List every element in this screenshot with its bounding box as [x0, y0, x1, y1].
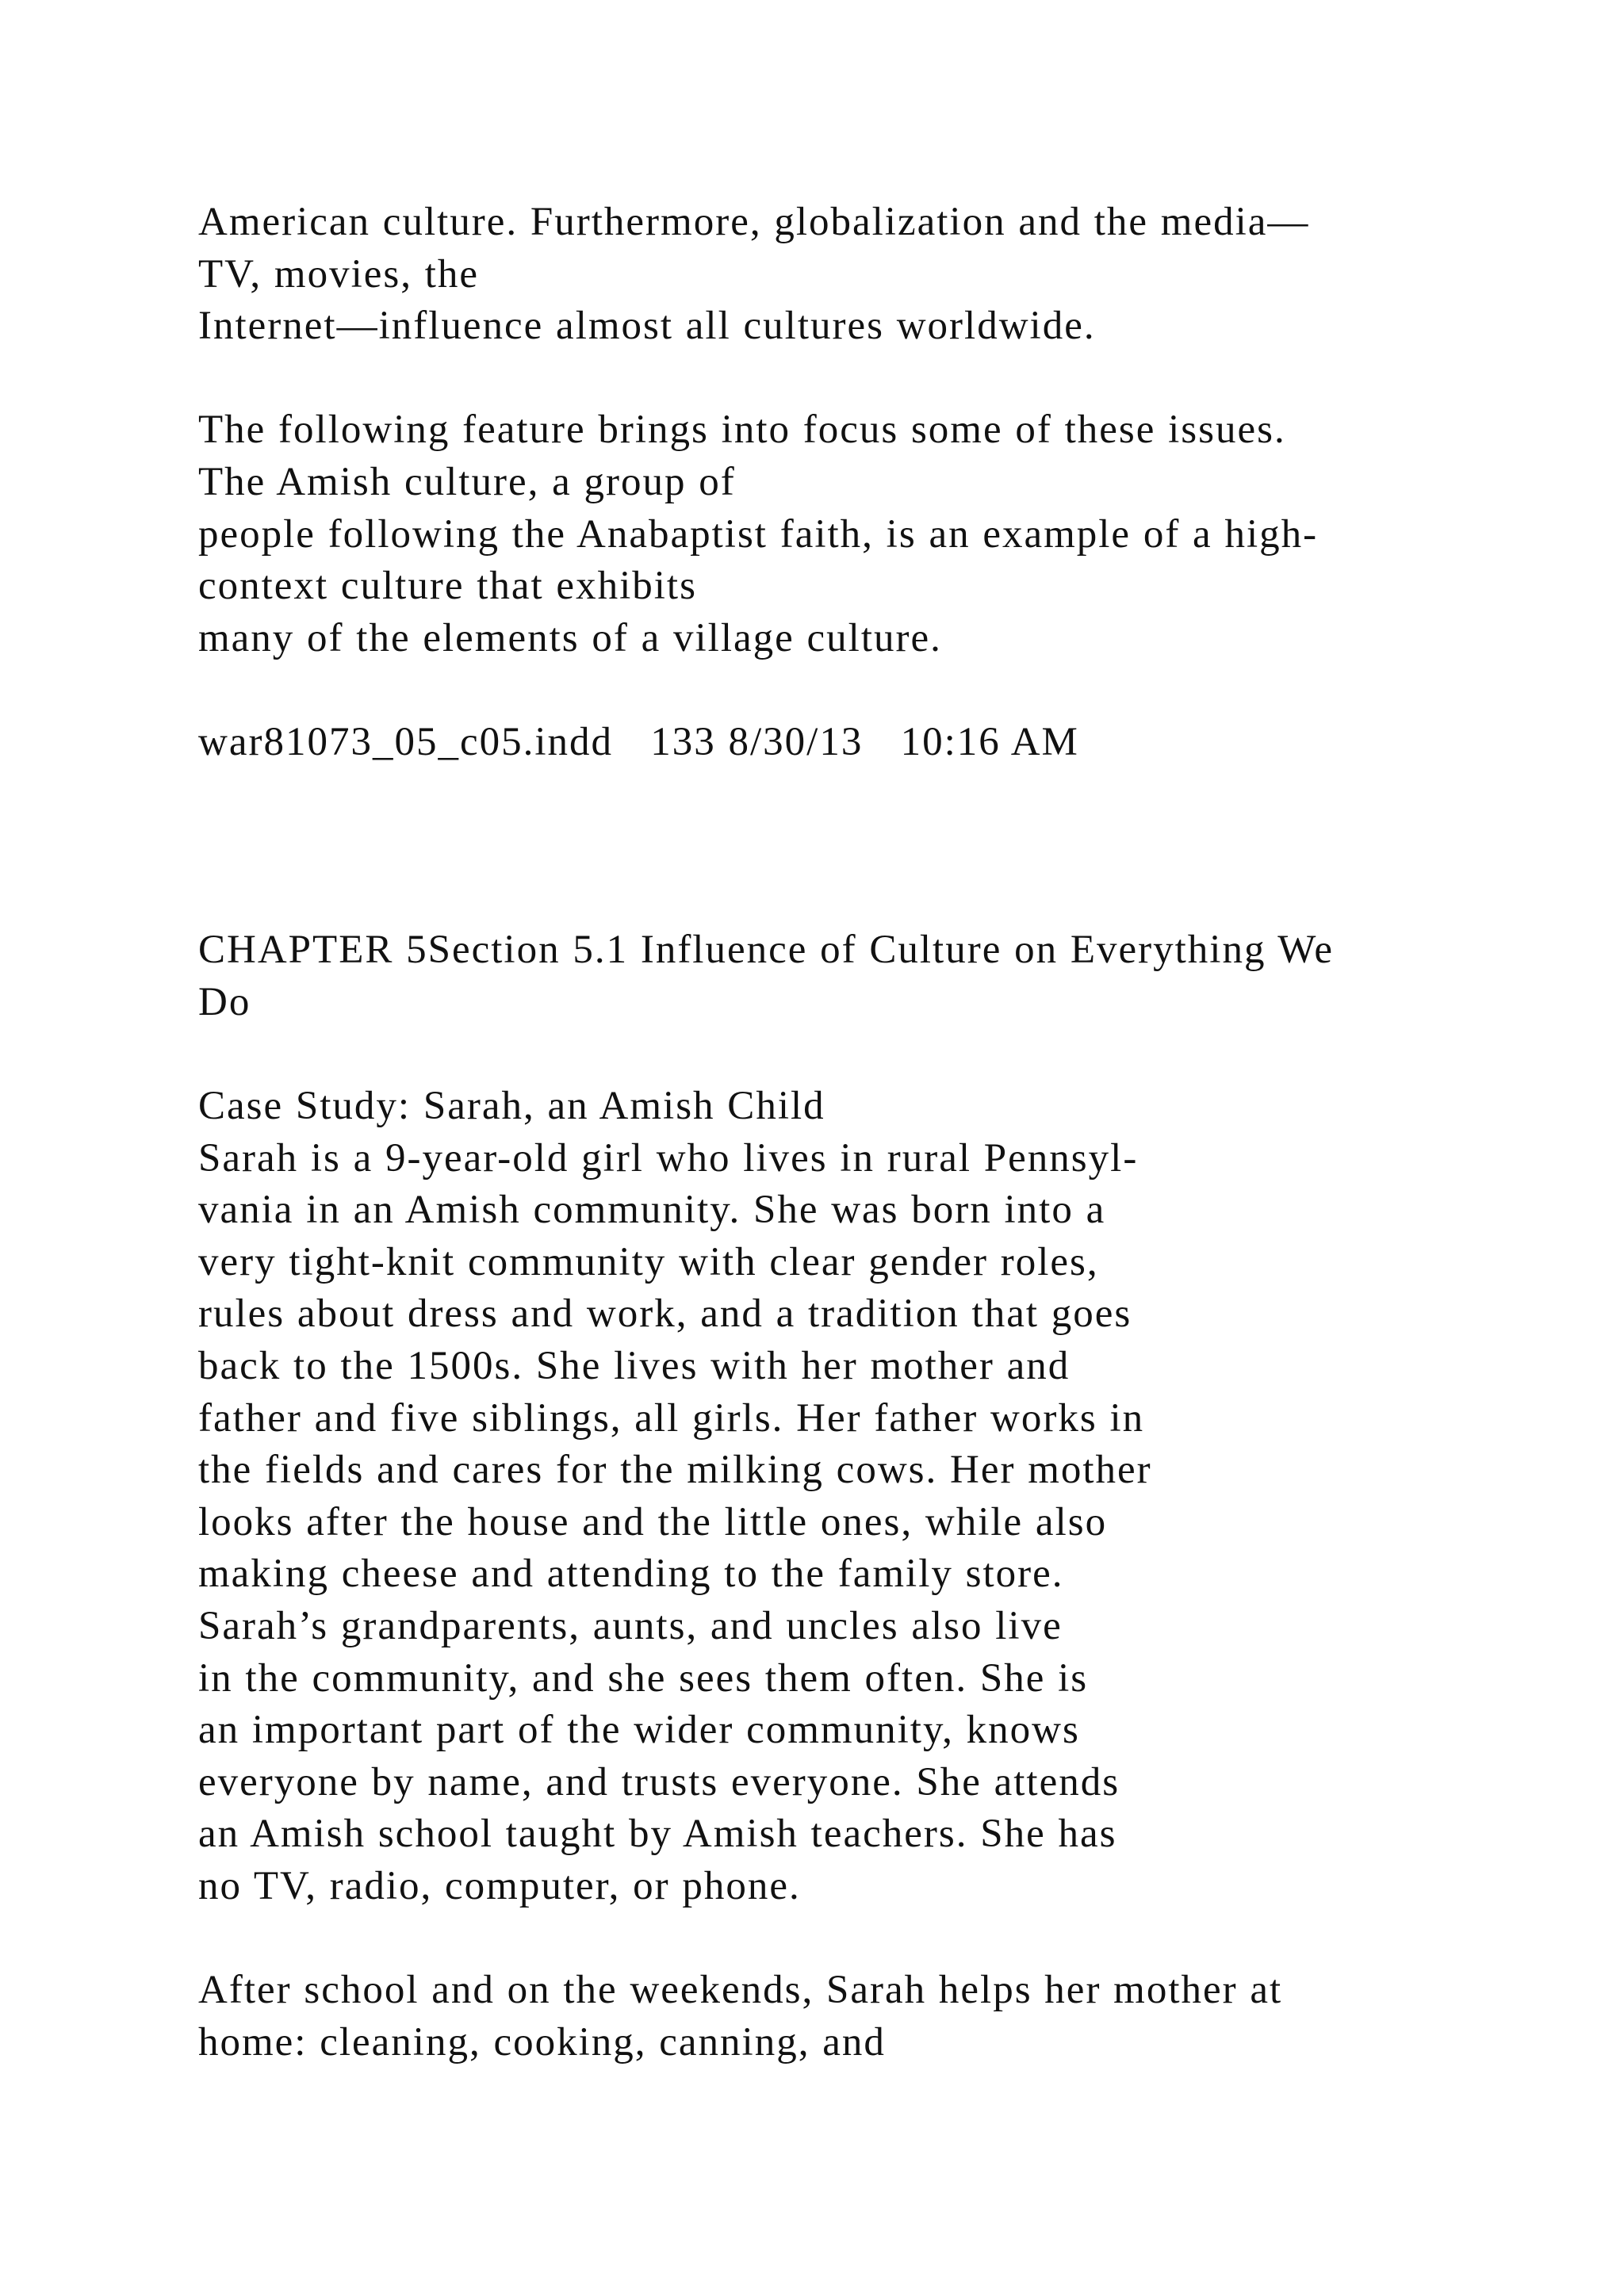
- text-line: After school and on the weekends, Sarah helps her mother at: [198, 1968, 1283, 2013]
- text-line: very tight-knit community with clear gender roles,: [198, 1239, 1099, 1284]
- text-line: home: cleaning, cooking, canning, and: [198, 2019, 886, 2064]
- text-line: CHAPTER 5Section 5.1 Influence of Culture on Everything We: [198, 928, 1334, 973]
- paragraph-spacer: [198, 1029, 1507, 1081]
- text-line: everyone by name, and trusts everyone. She attends: [198, 1759, 1120, 1804]
- text-line: in the community, and she sees them often. She is: [198, 1655, 1089, 1701]
- text-line: an Amish school taught by Amish teachers. She has: [198, 1812, 1117, 1857]
- page-break-spacer: [198, 769, 1507, 925]
- feature-paragraph: [198, 404, 1507, 664]
- after-school-paragraph: [198, 1965, 1507, 2068]
- text-line: no TV, radio, computer, or phone.: [198, 1864, 801, 1909]
- file-slug-line: war81073_05_c05.indd 133 8/30/13 10:16 AM: [198, 719, 1079, 764]
- text-line: Sarah’s grandparents, aunts, and uncles also live: [198, 1604, 1063, 1649]
- case-study-title: Case Study: Sarah, an Amish Child: [198, 1084, 825, 1129]
- text-line: back to the 1500s. She lives with her mother and: [198, 1344, 1071, 1389]
- text-line: many of the elements of a village culture.: [198, 615, 942, 660]
- intro-paragraph: [198, 197, 1507, 353]
- text-line: context culture that exhibits: [198, 564, 697, 609]
- paragraph-spacer: [198, 353, 1507, 405]
- case-study: [198, 1081, 1507, 1913]
- paragraph-spacer: [198, 1913, 1507, 1965]
- text-line: Internet—influence almost all cultures worldwide.: [198, 304, 1096, 349]
- document-text: [198, 197, 1507, 2068]
- text-line: the fields and cares for the milking cows. Her mother: [198, 1448, 1152, 1493]
- text-line: vania in an Amish community. She was born into a: [198, 1188, 1106, 1233]
- text-line: The following feature brings into focus some of these issues.: [198, 408, 1286, 453]
- text-line: American culture. Furthermore, globalization and the media—: [198, 200, 1310, 244]
- text-line: making cheese and attending to the family store.: [198, 1552, 1064, 1597]
- paragraph-spacer: [198, 664, 1507, 717]
- text-line: Do: [198, 979, 251, 1024]
- text-line: TV, movies, the: [198, 251, 480, 297]
- text-line: rules about dress and work, and a tradition that goes: [198, 1292, 1132, 1337]
- text-line: Sarah is a 9-year-old girl who lives in rural Pennsyl-: [198, 1135, 1139, 1181]
- chapter-heading: [198, 924, 1507, 1028]
- text-line: an important part of the wider community, knows: [198, 1708, 1080, 1753]
- text-line: father and five siblings, all girls. Her father works in: [198, 1395, 1145, 1441]
- text-line: The Amish culture, a group of: [198, 459, 736, 504]
- text-line: looks after the house and the little ones, while also: [198, 1499, 1108, 1544]
- text-line: people following the Anabaptist faith, is an example of a high-: [198, 511, 1319, 557]
